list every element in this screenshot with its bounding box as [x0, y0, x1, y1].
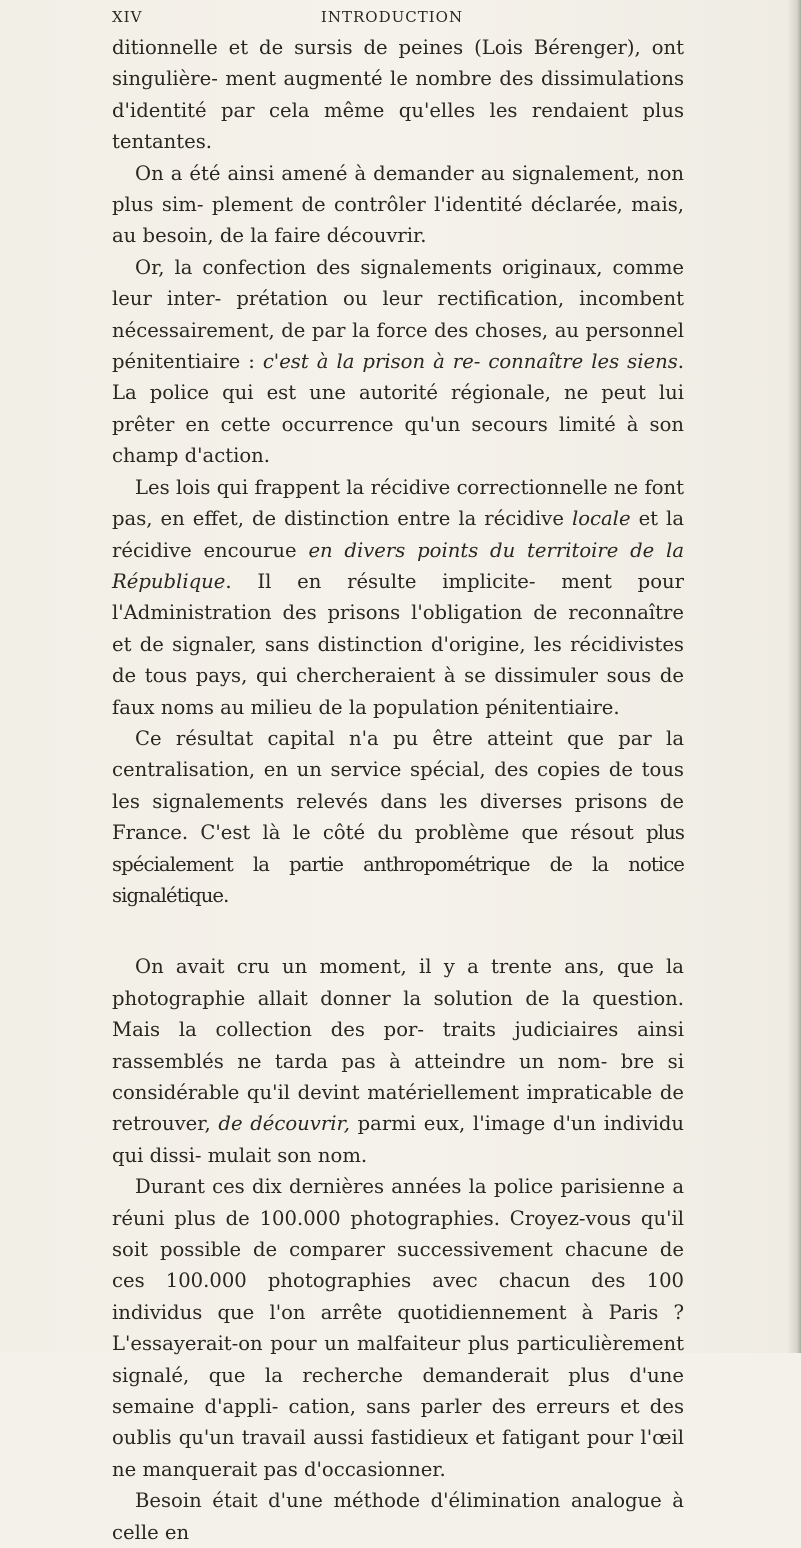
- line: ment augmenté le nombre des dissimulations d'identité par cela: [112, 67, 685, 122]
- text-run: parmi eux, l'image d'un individu qui dissi- mulait son nom.: [112, 1112, 684, 1167]
- line: plement de contrôler l'identité déclarée, mais, au besoin, de la: [112, 193, 684, 248]
- text-run: On avait cru un moment, il y a trente ans, que la photographie allait donner la solution de la question. Mais la collection des por- traits judiciaires ainsi rassemblés ne tarda pas à atteindre un nom- bre si considérable qu'il devint matériellement impraticable de retrouver,: [112, 955, 684, 1136]
- emphasis: locale: [571, 507, 631, 531]
- paragraph-2: [112, 158, 684, 252]
- line: même qu'elles les rendaient plus tentantes.: [112, 98, 685, 154]
- running-title: INTRODUCTION: [320, 8, 464, 26]
- paragraph-3: [112, 252, 684, 472]
- paragraph-5: [112, 723, 684, 911]
- line: faire découvrir.: [274, 224, 427, 248]
- paragraph-1: [112, 32, 684, 158]
- emphasis: de découvrir,: [218, 1112, 350, 1136]
- body-text: [112, 32, 684, 1548]
- text-run: et la récidive encourue: [112, 507, 684, 562]
- line: ditionnelle et de sursis de peines (Lois Bérenger), ont singulière-: [112, 36, 684, 91]
- paragraph-8: Besoin était d'une méthode d'élimination analogue à celle en: [112, 1489, 684, 1544]
- line: On a été ainsi amené à demander au signalement, non plus sim-: [112, 161, 684, 217]
- text-run: Les lois qui frappent la récidive correctionnelle ne font pas, en effet, de distinction entre la récidive: [112, 475, 684, 531]
- emphasis: en divers points du territoire de la République: [112, 538, 685, 593]
- text-run: Or, la confection des signalements originaux, comme leur inter- prétation ou leur rectification, incombent nécessairement, de par la force des choses, au personnel pénitentiaire :: [112, 255, 684, 374]
- page-number: XIV: [112, 8, 143, 26]
- section-break: [112, 911, 684, 951]
- paragraph-7: Durant ces dix dernières années la police parisienne a réuni plus de 100.000 photographies. Croyez-vous qu'il soit possible de comparer successivement chacune de ces 100.000 photographies avec chacun des 100 individus que l'on arrête quotidiennement à Paris ? L'essayerait-on pour un malfaiteur plus particulièrement signalé, que la recherche demanderait plus d'une semaine d'appli- cation, sans parler des erreurs et des oublis qu'un travail aussi fastidieux et fatigant pour l'œil ne manquerait pas d'occasionner.: [112, 1175, 684, 1481]
- text-run: Ce résultat capital n'a pu être atteint que par la centralisation, en un service spécial, des copies de tous les signalements relevés dans les diverses prisons de France. C'est là le côté du problème que résout: [112, 726, 684, 845]
- paragraph-6: [112, 951, 684, 1171]
- text-run: . La police qui est une autorité régionale, ne peut lui prêter en cette occurrence qu'un secours limité à son champ d'action.: [112, 350, 684, 468]
- text-run: . Il en résulte implicite- ment pour l'Administration des prisons l'obligation de reconnaître et de signaler, sans distinction d'origine, les récidivistes de tous pays, qui chercheraient à se dissimuler sous de faux noms au milieu de la population pénitentiaire.: [112, 569, 684, 719]
- paragraph-4: [112, 472, 684, 723]
- text-run-condensed: plus spécialement la partie anthropométrique de la notice signalétique.: [112, 821, 684, 907]
- page-header: [112, 8, 672, 30]
- emphasis: c'est à la prison à re- connaître les siens: [262, 350, 678, 374]
- page-edge-shadow: [787, 0, 801, 1353]
